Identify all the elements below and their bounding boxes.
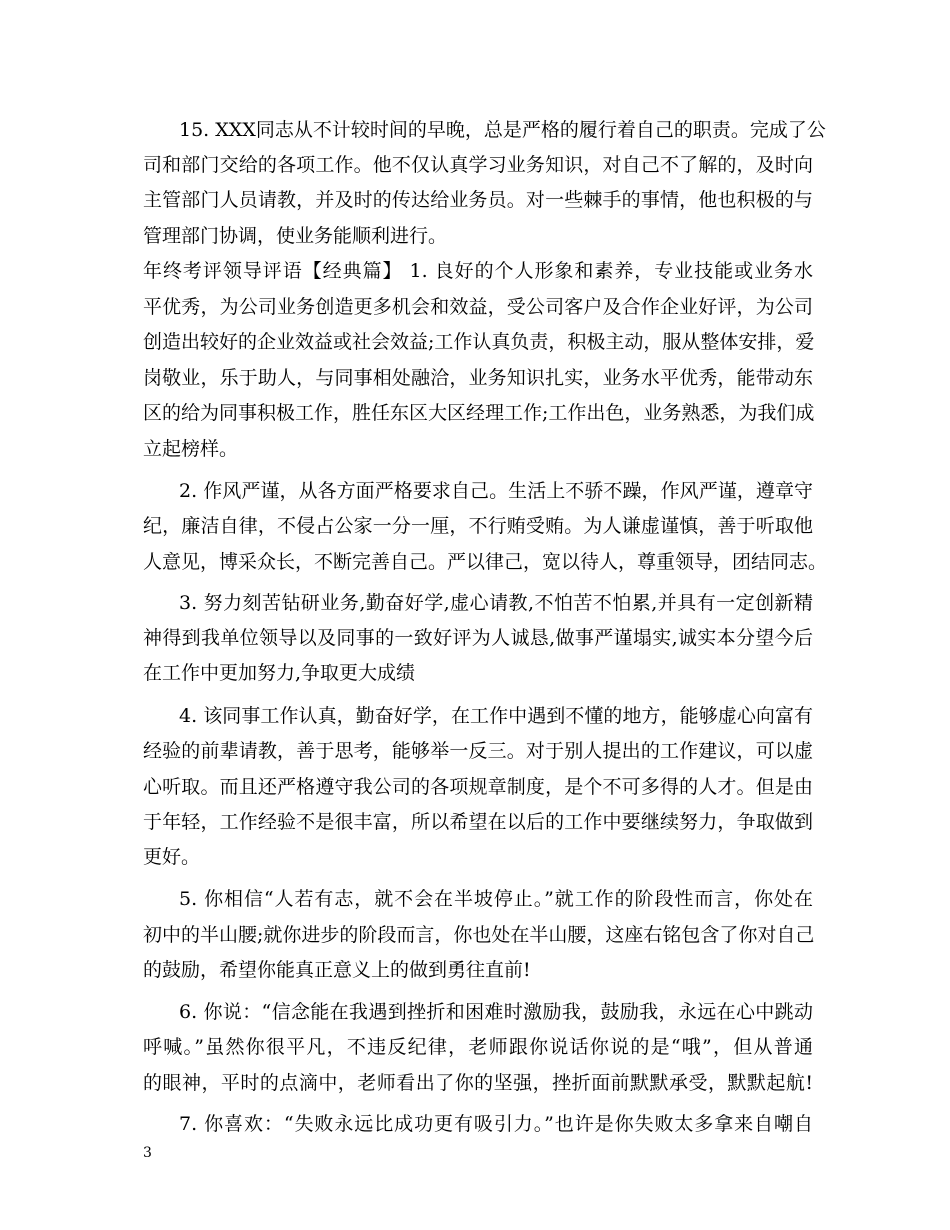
text-line: 6. 你说：“信念能在我遇到挫折和困难时激励我，鼓励我，永远在心中跳动 <box>179 1001 813 1023</box>
text-line: 主管部门人员请教，并及时的传达给业务员。对一些棘手的事情，他也积极的与 <box>143 189 813 211</box>
text-line: 2. 作风严谨，从各方面严格要求自己。生活上不骄不躁，作风严谨，遵章守 <box>179 480 813 502</box>
text-line: 5. 你相信“人若有志，就不会在半坡停止。”就工作的阶段性而言，你处在 <box>179 888 813 910</box>
text-line: 初中的半山腰;就你进步的阶段而言，你也处在半山腰，这座右铭包含了你对自己 <box>143 924 815 946</box>
text-line: 管理部门协调，使业务能顺利进行。 <box>143 225 448 247</box>
text-line: 经验的前辈请教，善于思考，能够举一反三。对于别人提出的工作建议，可以虚 <box>143 740 813 762</box>
text-line: 7. 你喜欢：“失败永远比成功更有吸引力。”也许是你失败太多拿来自嘲自 <box>179 1113 813 1135</box>
text-line: 心听取。而且还严格遵守我公司的各项规章制度，是个不可多得的人才。但是由 <box>143 776 813 798</box>
text-line: 3. 努力刻苦钻研业务,勤奋好学,虚心请教,不怕苦不怕累,并具有一定创新精 <box>179 592 813 614</box>
page-number: 3 <box>143 1145 152 1161</box>
text-line: 创造出较好的企业效益或社会效益;工作认真负责，积极主动，服从整体安排，爱 <box>143 331 815 353</box>
text-line: 纪，廉洁自律，不侵占公家一分一厘，不行贿受贿。为人谦虚谨慎，善于听取他 <box>143 515 813 537</box>
text-line: 的眼神，平时的点滴中，老师看出了你的坚强，挫折面前默默承受，默默起航! <box>143 1072 813 1094</box>
text-line: 区的给为同事积极工作，胜任东区大区经理工作;工作出色，业务熟悉，为我们成 <box>143 402 815 424</box>
text-line: 15. XXX同志从不计较时间的早晚，总是严格的履行着自己的职责。完成了公 <box>179 119 826 141</box>
text-line: 在工作中更加努力,争取更大成绩 <box>143 662 416 684</box>
text-line: 人意见，博采众长，不断完善自己。严以律己，宽以待人，尊重领导，团结同志。 <box>143 551 828 573</box>
text-line: 岗敬业，乐于助人，与同事相处融洽，业务知识扎实，业务水平优秀，能带动东 <box>143 367 813 389</box>
text-line: 司和部门交给的各项工作。他不仅认真学习业务知识，对自己不了解的，及时向 <box>143 154 813 176</box>
text-line: 4. 该同事工作认真，勤奋好学，在工作中遇到不懂的地方，能够虚心向富有 <box>179 705 813 727</box>
text-line: 更好。 <box>143 846 201 868</box>
text-line: 立起榜样。 <box>143 438 239 460</box>
text-line: 平优秀，为公司业务创造更多机会和效益，受公司客户及合作企业好评，为公司 <box>143 296 813 318</box>
text-line: 神得到我单位领导以及同事的一致好评为人诚恳,做事严谨塌实,诚实本分望今后 <box>143 627 813 649</box>
text-line: 于年轻，工作经验不是很丰富，所以希望在以后的工作中要继续努力，争取做到 <box>143 811 813 833</box>
section-heading-line: 年终考评领导评语【经典篇】 1. 良好的个人形象和素养，专业技能或业务水 <box>143 260 813 282</box>
text-line: 呼喊。”虽然你很平凡，不违反纪律，老师跟你说话你说的是“哦”，但从普通 <box>143 1036 813 1058</box>
text-line: 的鼓励，希望你能真正意义上的做到勇往直前! <box>143 959 531 981</box>
